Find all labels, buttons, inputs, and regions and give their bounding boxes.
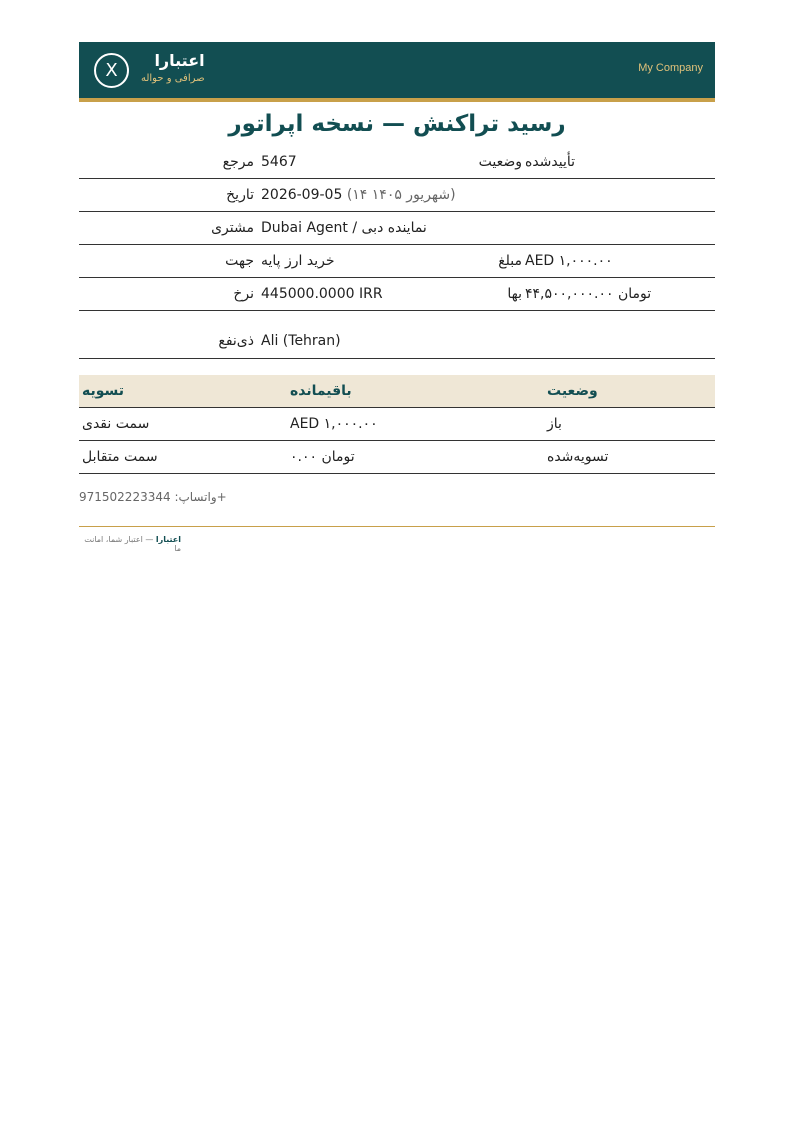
settle-side: سمت نقدی: [82, 416, 150, 432]
price-label: بها: [507, 286, 522, 302]
whatsapp-contact: واتساپ: 971502223344+: [79, 490, 227, 504]
settle-status: تسویه‌شده: [547, 449, 609, 465]
info-row-customer: [79, 212, 715, 245]
settlement-header-row: [79, 375, 715, 408]
footer-slogan: — اعتبار شما، امانت ما: [84, 535, 181, 553]
settlement-table: [79, 375, 715, 474]
price-value: ۴۴,۵۰۰,۰۰۰.۰۰ تومان: [525, 286, 652, 302]
customer-value: Dubai Agent / نماینده دبی: [261, 220, 427, 236]
date-label: تاریخ: [226, 187, 254, 203]
ref-label: مرجع: [222, 154, 254, 170]
logo-icon: X: [94, 53, 129, 88]
beneficiary-value: Ali (Tehran): [261, 333, 341, 349]
receipt-page: [79, 42, 715, 553]
table-row: [79, 441, 715, 474]
info-row-direction: [79, 245, 715, 278]
settle-remaining: ۰.۰۰ تومان: [290, 449, 355, 465]
date-jalali: (۱۴ شهریور ۱۴۰۵): [346, 187, 456, 203]
info-row-date: [79, 179, 715, 212]
footer-brand: اعتبارا: [155, 535, 181, 544]
date-value-group: [261, 187, 456, 203]
status-value: تأییدشده: [525, 154, 576, 170]
footer: [79, 535, 181, 553]
status-label: وضعیت: [478, 154, 522, 170]
col-header-remaining: باقیمانده: [290, 383, 352, 399]
customer-label: مشتری: [211, 220, 254, 236]
table-row: [79, 408, 715, 441]
col-header-status: وضعیت: [547, 383, 598, 399]
direction-label: جهت: [225, 253, 254, 269]
rate-value: 445000.0000 IRR: [261, 286, 383, 302]
info-table: [79, 146, 715, 359]
settle-status: باز: [547, 416, 562, 432]
rate-label: نرخ: [233, 286, 254, 302]
col-header-settle: تسویه: [82, 383, 125, 399]
info-row-beneficiary: [79, 311, 715, 359]
info-row-rate: [79, 278, 715, 311]
brand-tagline: صرافی و حواله: [141, 73, 205, 84]
ref-value: 5467: [261, 154, 297, 170]
amount-value: AED ۱,۰۰۰.۰۰: [525, 253, 613, 269]
settle-remaining: AED ۱,۰۰۰.۰۰: [290, 416, 378, 432]
info-row-ref: [79, 146, 715, 179]
amount-label: مبلغ: [498, 253, 522, 269]
settle-side: سمت متقابل: [82, 449, 158, 465]
brand-name: اعتبارا: [154, 51, 205, 70]
company-name: My Company: [638, 62, 703, 74]
direction-value: خرید ارز پایه: [261, 253, 335, 269]
footer-divider: [79, 526, 715, 527]
beneficiary-label: ذی‌نفع: [218, 333, 254, 349]
date-value: 2026-09-05: [261, 187, 343, 203]
brand-block: [141, 51, 205, 85]
receipt-title: رسید تراکنش — نسخه اپراتور: [228, 111, 566, 137]
receipt-header: [79, 42, 715, 102]
